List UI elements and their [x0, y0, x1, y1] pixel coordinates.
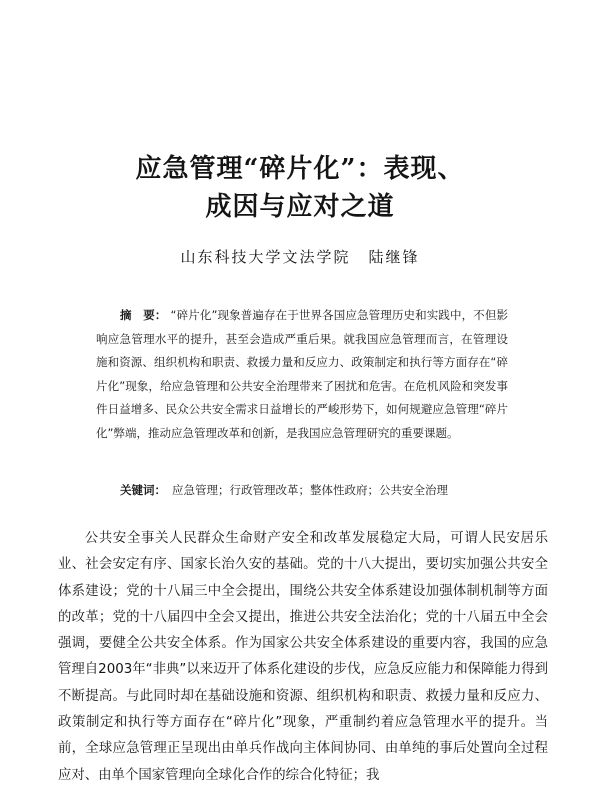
abstract-text: “碎片化”现象普遍存在于世界各国应急管理历史和实践中，不但影响应急管理水平的提升，甚至会造成严重后果。就我国应急管理而言，在管理设施和资源、组织机构和职责、救援力量和反应力、政策制定和执行等方面存在“碎片化”现象，给应急管理和公共安全治理带来了困扰和危害。在危机风险和突发事件日益增多、民众公共安全需求日益增长的严峻形势下，如何规避应急管理“碎片化”弊端，推动应急管理改革和创新，是我国应急管理研究的重要课题。 [96, 308, 508, 440]
article-title-line-2: 成因与应对之道 [205, 192, 395, 222]
author-affiliation: 山东科技大学文法学院 [180, 248, 351, 266]
author-line [0, 246, 600, 267]
article-title-line-1: 应急管理“碎片化”：表现、 [135, 154, 465, 184]
keywords-label: 关键词： [120, 483, 166, 497]
keywords-text: 应急管理；行政管理改革；整体性政府；公共安全治理 [172, 483, 448, 497]
body-paragraph: 公共安全事关人民群众生命财产安全和改革发展稳定大局，可谓人民安居乐业、社会安定有序、国家长治久安的基础。党的十八大提出，要切实加强公共安全体系建设；党的十八届三中全会提出，围绕公共安全体系建设加强体制机制等方面的改革；党的十八届四中全会又提出，推进公共安全法治化；党的十八届五中全会强调，要健全公共安全体系。作为国家公共安全体系建设的重要内容，我国的应急管理自2003年“非典”以来迈开了体系化建设的步伐，应急反应能力和保障能力得到不断提高。与此同时却在基础设施和资源、组织机构和职责、救援力量和反应力、政策制定和执行等方面存在“碎片化”现象，严重制约着应急管理水平的提升。当前，全球应急管理正呈现出由单兵作战向主体间协同、由单纯的事后处置向全过程应对、由单个国家管理向全球化合作的综合化特征；我 [58, 531, 548, 783]
author-name: 陆继锋 [368, 248, 420, 266]
keywords-block [120, 480, 520, 500]
abstract-block [96, 304, 508, 446]
abstract-label: 摘 要： [120, 308, 167, 322]
